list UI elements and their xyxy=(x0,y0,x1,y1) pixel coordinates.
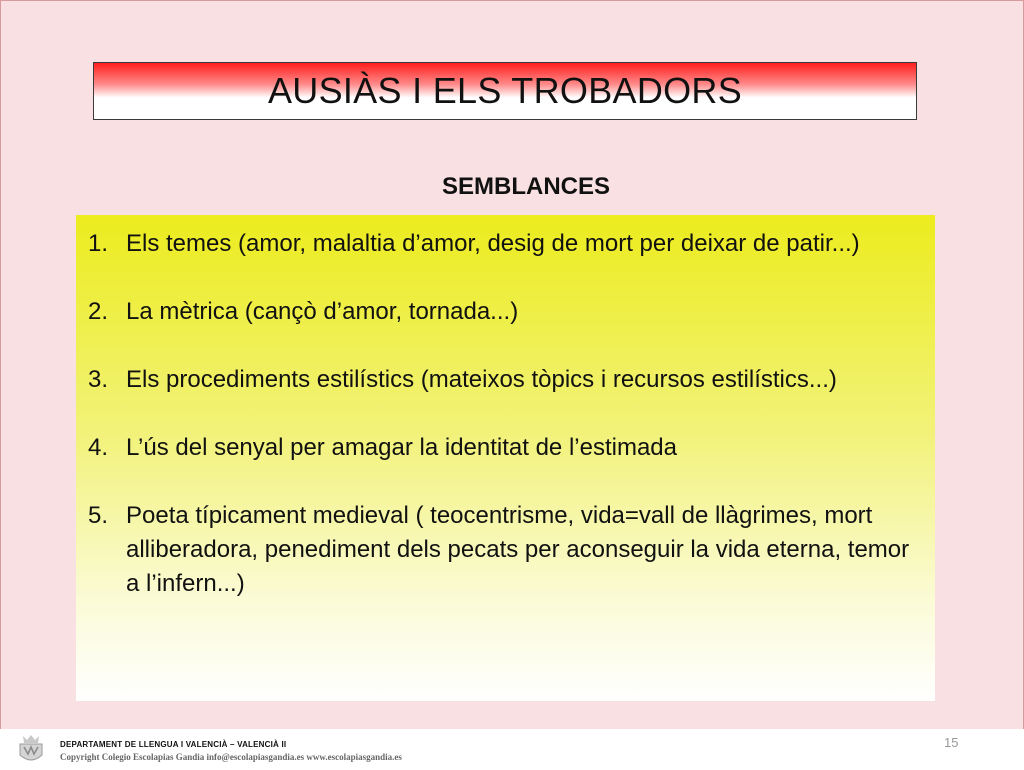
list-item xyxy=(88,431,918,465)
item-text: Poeta típicament medieval ( teocentrisme, vida=vall de llàgrimes, mort alliberadora, penediment dels pecats per aconseguir la vida eterna, temor a l’infern...) xyxy=(126,502,910,597)
page-number: 15 xyxy=(944,735,959,750)
list-item xyxy=(88,499,918,601)
item-number: 3. xyxy=(88,366,109,393)
item-text: L’ús del senyal per amagar la identitat de l’estimada xyxy=(126,434,677,461)
item-text: Els procediments estilístics (mateixos tòpics i recursos estilístics...) xyxy=(126,366,837,393)
item-text: La mètrica (cançò d’amor, tornada...) xyxy=(126,298,519,325)
school-crest-icon xyxy=(14,733,48,765)
copyright-line: Copyright Colegio Escolapias Gandia info@escolapiasgandia.es www.escolapiasgandia.es xyxy=(60,752,402,762)
item-number: 4. xyxy=(88,434,109,461)
list-item xyxy=(88,363,918,397)
slide-title: AUSIÀS I ELS TROBADORS xyxy=(267,70,743,111)
item-text: Els temes (amor, malaltia d’amor, desig de mort per deixar de patir...) xyxy=(126,230,860,257)
item-number: 5. xyxy=(88,502,109,529)
content-box xyxy=(76,215,935,701)
department-label: DEPARTAMENT DE LLENGUA I VALENCIÀ – VALENCIÀ II xyxy=(60,740,287,749)
list-item xyxy=(88,227,918,261)
similarities-list xyxy=(88,227,918,601)
item-number: 2. xyxy=(88,298,109,325)
title-box xyxy=(93,62,917,120)
list-item xyxy=(88,295,918,329)
section-subtitle: SEMBLANCES xyxy=(441,173,610,200)
item-number: 1. xyxy=(88,230,109,257)
